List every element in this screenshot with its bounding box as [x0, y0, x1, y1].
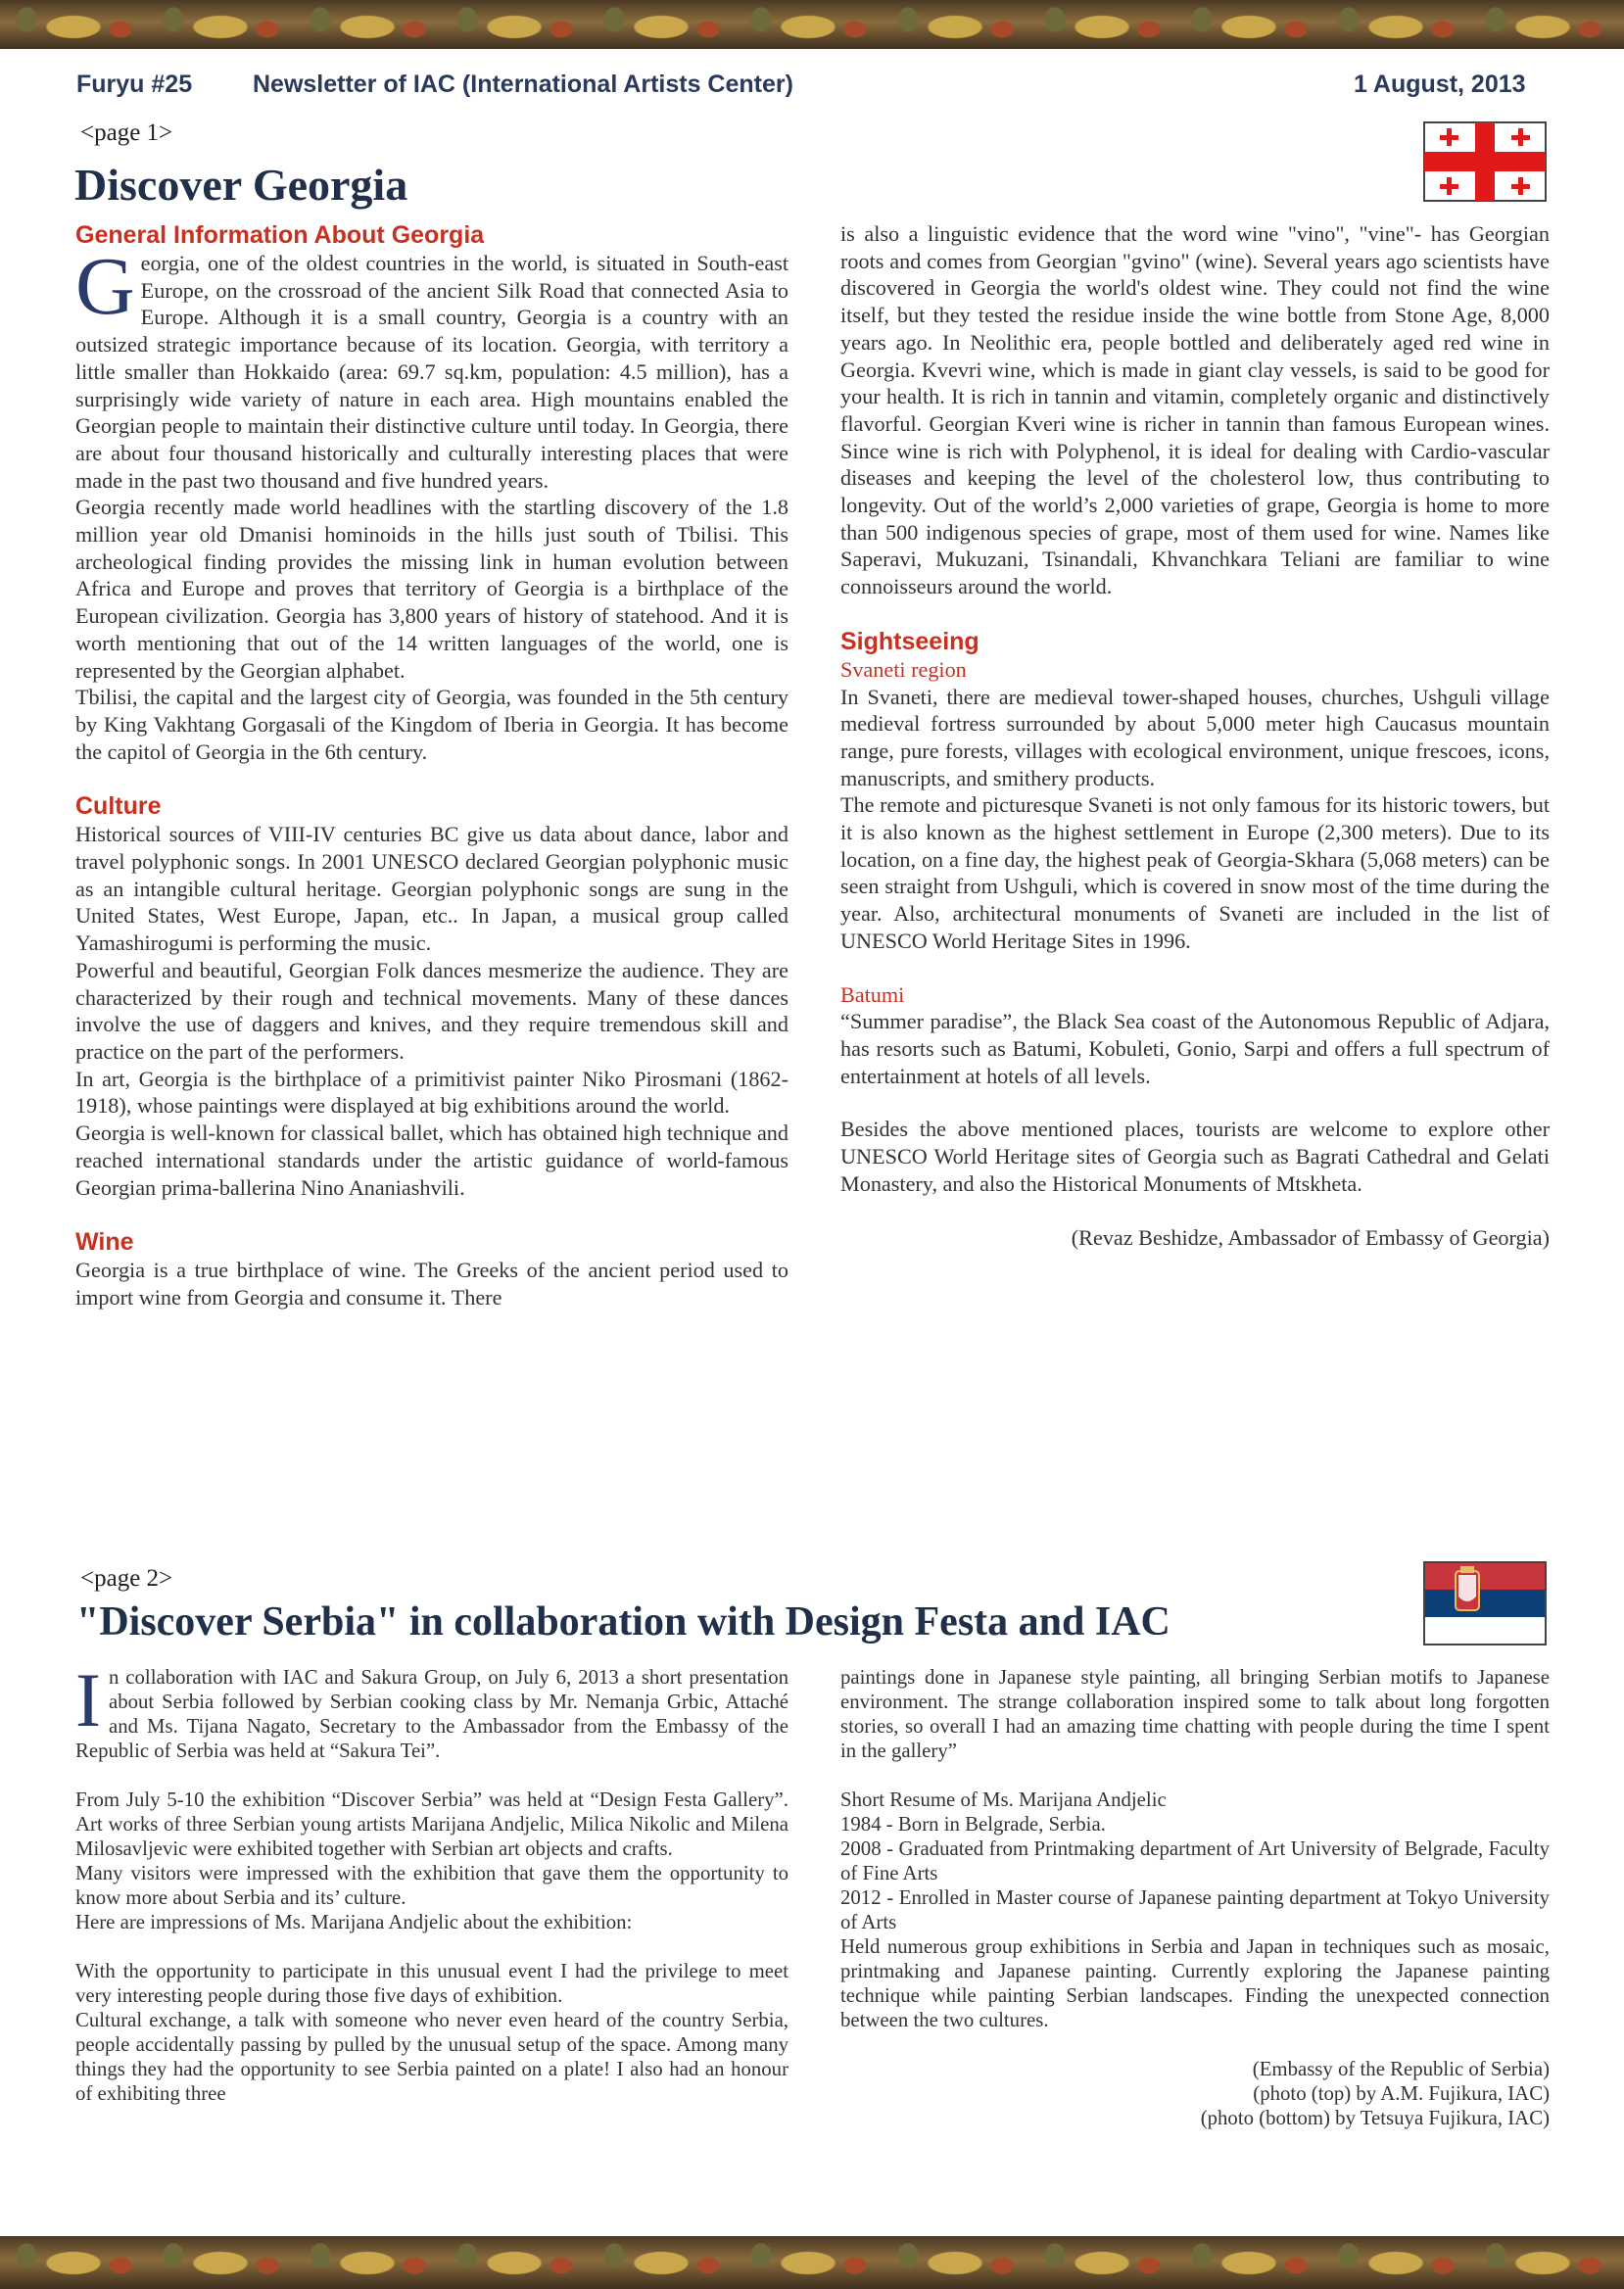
- serbia-paragraph-4: Here are impressions of Ms. Marijana Andjelic about the exhibition:: [75, 1911, 633, 1933]
- culture-paragraph-1: Historical sources of VIII-IV centuries BC give us data about dance, labor and travel polyphonic songs. In 2001 UNESCO declared Georgian polyphonic music as an intangible cultural heritage. Georgian polyphonic songs are sung in the United States, West Europe, Japan, etc.. In Japan, a musical group called Yamashirogumi is performing the music.: [75, 822, 788, 956]
- resume-item-1: 1984 - Born in Belgrade, Serbia.: [840, 1813, 1106, 1836]
- svaneti-paragraph-2: The remote and picturesque Svaneti is not only famous for its historic towers, but it is also known as the highest settlement in Europe (2,300 meters). Due to its location, on a fine day, the highest peak of Georgia-Skhara (5,068 meters) can be seen straight from Ushguli, which is covered in snow most of the time during the year. Also, architectural monuments of Svaneti are included in the list of UNESCO World Heritage Sites in 1996.: [840, 792, 1550, 953]
- wine-paragraph-right: is also a linguistic evidence that the word wine "vino", "vine"- has Georgian roots and comes from Georgian "gvino" (wine). Several years ago scientists have discovered in Georgia the world's oldest wine. They could not find the wine itself, but they tested the residue inside the wine bottle from Stone Age, 8,000 years ago. In Neolithic era, people bottled and deliberately aged red wine in Georgia. Kvevri wine, which is made in giant clay vessels, is said to be good for your health. It is rich in tannin and vitamin, completely organic and distinctively flavorful. Georgian Kveri wine is richer in tannin than famous European wines. Since wine is rich with Polyphenol, it is ideal for dealing with Cardio-vascular diseases and keeping the level of the cholesterol low, thus contributing to longevity. Out of the world’s 2,000 varieties of grape, Georgia is home to more than 500 indigenous species of grape, most of them used for wine. Names like Saperavi, Mukuzani, Tsinandali, Khvanchkara Teliani are familiar to wine connoisseurs around the world.: [840, 221, 1550, 599]
- author-credit: (Revaz Beshidze, Ambassador of Embassy of Georgia): [1071, 1224, 1550, 1250]
- general-paragraph-2: Georgia recently made world headlines with the startling discovery of the 1.8 million year old Dmanisi hominoids in the hills just south of Tbilisi. This archeological finding provides the missing link in human evolution between Africa and Europe and proves that territory of Georgia is a birthplace of the European civilization. Georgia has 3,800 years of history of statehood. And it is worth mentioning that out of the 14 written languages of the world, one is represented by the Georgian alphabet.: [75, 495, 788, 683]
- serbia-paragraph-3: Many visitors were impressed with the exhibition that gave them the opportunity to know more about Serbia and its’ culture.: [75, 1862, 788, 1909]
- heading-wine: Wine: [75, 1228, 134, 1257]
- besides-paragraph: Besides the above mentioned places, tourists are welcome to explore other UNESCO World Heritage sites of Georgia such as Bagrati Cathedral and Gelati Monastery, and also the Historical Monuments of Mtskheta.: [840, 1117, 1550, 1196]
- resume-item-4: Held numerous group exhibitions in Serbia and Japan in techniques such as mosaic, printmaking and Japanese painting. Currently exploring the Japanese painting technique while painting Serbian landscapes. Finding the unexpected connection between the two cultures.: [840, 1935, 1550, 2031]
- svaneti-paragraph-1: In Svaneti, there are medieval tower-shaped houses, churches, Ushguli village medieval fortress surrounded by about 5,000 meter high Caucasus mountain range, pure forests, villages with ecological environment, unique frescoes, icons, manuscripts, and smithery products.: [840, 684, 1550, 790]
- page-2-label: <page 2>: [80, 1565, 173, 1592]
- resume-item-3: 2012 - Enrolled in Master course of Japanese painting department at Tokyo University of Arts: [840, 1886, 1550, 1933]
- bottom-decorative-band: [0, 2236, 1624, 2289]
- newsletter-title: Newsletter of IAC (International Artists Center): [253, 71, 793, 98]
- page-2-right-column: [840, 1665, 1550, 2130]
- credit-photo-bottom: (photo (bottom) by Tetsuya Fujikura, IAC): [1200, 2107, 1550, 2129]
- culture-paragraph-3: In art, Georgia is the birthplace of a primitivist painter Niko Pirosmani (1862-1918), whose paintings were displayed at big exhibitions around the world.: [75, 1066, 788, 1119]
- issue-number: Furyu #25: [76, 71, 193, 98]
- page-title-georgia: Discover Georgia: [74, 160, 408, 210]
- serbia-paragraph-6-left: Cultural exchange, a talk with someone who never even heard of the country Serbia, people accidentally passing by pulled by the unusual setup of the space. Among many things they had the opportunity to see Serbia painted on a plate! I also had an honour of exhibiting three: [75, 2009, 788, 2105]
- subheading-svaneti: Svaneti region: [840, 656, 967, 682]
- georgia-flag-icon: [1423, 121, 1547, 202]
- issue-date: 1 August, 2013: [1354, 71, 1526, 98]
- heading-sightseeing: Sightseeing: [840, 627, 979, 655]
- serbia-paragraph-1: In collaboration with IAC and Sakura Group, on July 6, 2013 a short presentation about Serbia followed by Serbian cooking class by Mr. Nemanja Grbic, Attaché and Ms. Tijana Nagato, Secretary to the Ambassador from the Embassy of the Republic of Serbia was held at “Sakura Tei”.: [75, 1657, 788, 1762]
- resume-title: Short Resume of Ms. Marijana Andjelic: [840, 1788, 1167, 1811]
- page-title-serbia: "Discover Serbia" in collaboration with Design Festa and IAC: [76, 1599, 1170, 1645]
- serbia-flag-icon: [1423, 1561, 1547, 1645]
- top-decorative-band: [0, 0, 1624, 49]
- general-paragraph-1: Georgia, one of the oldest countries in the world, is situated in South-east Europe, on the crossroad of the ancient Silk Road that connected Asia to Europe. Although it is a small country, Georgia is a country with an outsized strategic importance because of its location. Georgia, with territory a little smaller than Hokkaido (area: 69.7 sq.km, population: 4.5 million), has a surprisingly wide variety of nature in each area. High mountains enabled the Georgian people to maintain their distinctive culture until today. In Georgia, there are about four thousand historically and culturally interesting places that were made in the past two thousand and five hundred years.: [75, 241, 788, 493]
- page-2-left-column: [75, 1657, 788, 2106]
- serbia-paragraph-5: With the opportunity to participate in this unusual event I had the privilege to meet very interesting people during those five days of exhibition.: [75, 1960, 788, 2007]
- batumi-paragraph: “Summer paradise”, the Black Sea coast of the Autonomous Republic of Adjara, has resorts such as Batumi, Kobuleti, Gonio, Sarpi and offers a full spectrum of entertainment at hotels of all levels.: [840, 1009, 1550, 1088]
- serbia-paragraph-6-right: paintings done in Japanese style painting, all bringing Serbian motifs to Japanese environment. The strange collaboration inspired some to talk about long forgotten stories, so overall I had an amazing time chatting with people during the time I spent in the gallery”: [840, 1666, 1550, 1762]
- dropcap-i: I: [75, 1657, 101, 1742]
- page-1-right-column: [840, 220, 1550, 1251]
- subheading-batumi: Batumi: [840, 981, 905, 1007]
- page-1-left-column: [75, 220, 788, 1311]
- heading-culture: Culture: [75, 792, 162, 821]
- credit-embassy: (Embassy of the Republic of Serbia): [1252, 2058, 1550, 2080]
- wine-paragraph-left: Georgia is a true birthplace of wine. The Greeks of the ancient period used to import wine from Georgia and consume it. There: [75, 1258, 788, 1310]
- culture-paragraph-4: Georgia is well-known for classical ballet, which has obtained high technique and reached international standards under the artistic guidance of world-famous Georgian prima-ballerina Nino Ananiashvili.: [75, 1121, 788, 1200]
- page-1-label: <page 1>: [80, 119, 173, 146]
- resume-item-2: 2008 - Graduated from Printmaking department of Art University of Belgrade, Faculty of Fine Arts: [840, 1837, 1550, 1884]
- culture-paragraph-2: Powerful and beautiful, Georgian Folk dances mesmerize the audience. They are characterized by their rough and technical movements. Many of these dances involve the use of daggers and knives, and they require tremendous skill and practice on the part of the performers.: [75, 957, 788, 1064]
- serbia-paragraph-2: From July 5-10 the exhibition “Discover Serbia” was held at “Design Festa Gallery”. Art works of three Serbian young artists Marijana Andjelic, Milica Nikolic and Milena Milosavljevic were exhibited together with Serbian art objects and crafts.: [75, 1788, 788, 1860]
- dropcap-g: G: [75, 241, 135, 332]
- credit-photo-top: (photo (top) by A.M. Fujikura, IAC): [1253, 2082, 1550, 2105]
- heading-general-information: General Information About Georgia: [75, 221, 485, 249]
- general-paragraph-3: Tbilisi, the capital and the largest city of Georgia, was founded in the 5th century by King Vakhtang Gorgasali of the Kingdom of Iberia in Georgia. It has become the capitol of Georgia in the 6th century.: [75, 685, 788, 764]
